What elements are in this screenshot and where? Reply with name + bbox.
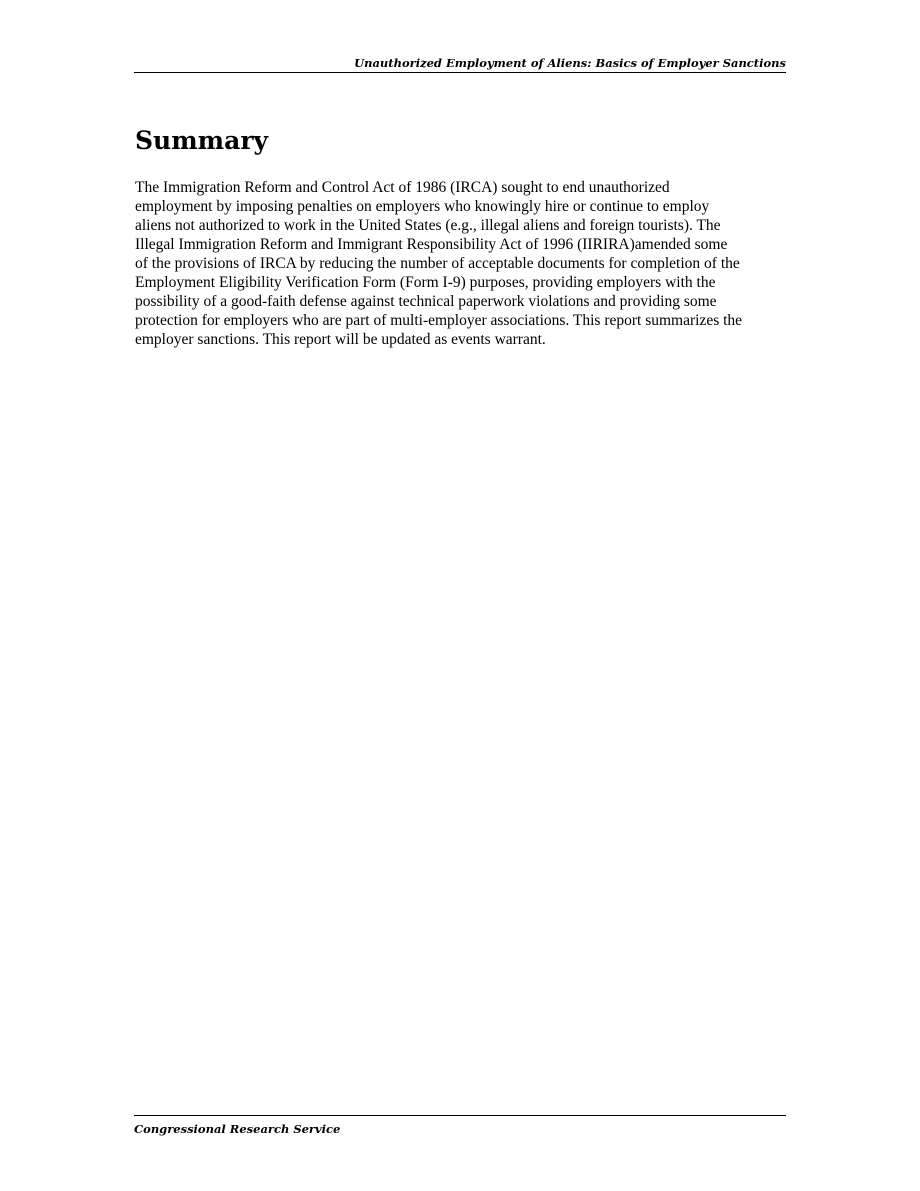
summary-line: Illegal Immigration Reform and Immigrant Responsibility Act of 1996 (IIRIRA)amended some (135, 236, 728, 253)
running-footer (134, 1115, 786, 1136)
summary-line: The Immigration Reform and Control Act of 1986 (IRCA) sought to end unauthorized (135, 179, 670, 196)
summary-line: employer sanctions. This report will be updated as events warrant. (135, 331, 546, 348)
summary-line: of the provisions of IRCA by reducing the number of acceptable documents for completion of the (135, 255, 740, 272)
summary-line: possibility of a good-faith defense against technical paperwork violations and providing some (135, 293, 717, 310)
summary-line: employment by imposing penalties on employers who knowingly hire or continue to employ (135, 198, 710, 215)
running-footer-publisher: Congressional Research Service (134, 1122, 341, 1136)
summary-line: aliens not authorized to work in the United States (e.g., illegal aliens and foreign tourists). The (135, 217, 721, 234)
running-header (134, 56, 786, 73)
section-title: Summary (135, 126, 269, 155)
summary-paragraph (135, 178, 795, 349)
running-header-title: Unauthorized Employment of Aliens: Basics of Employer Sanctions (354, 56, 786, 70)
summary-line: protection for employers who are part of multi-employer associations. This report summarizes the (135, 312, 743, 329)
summary-line: Employment Eligibility Verification Form (Form I-9) purposes, providing employers with the (135, 274, 716, 291)
